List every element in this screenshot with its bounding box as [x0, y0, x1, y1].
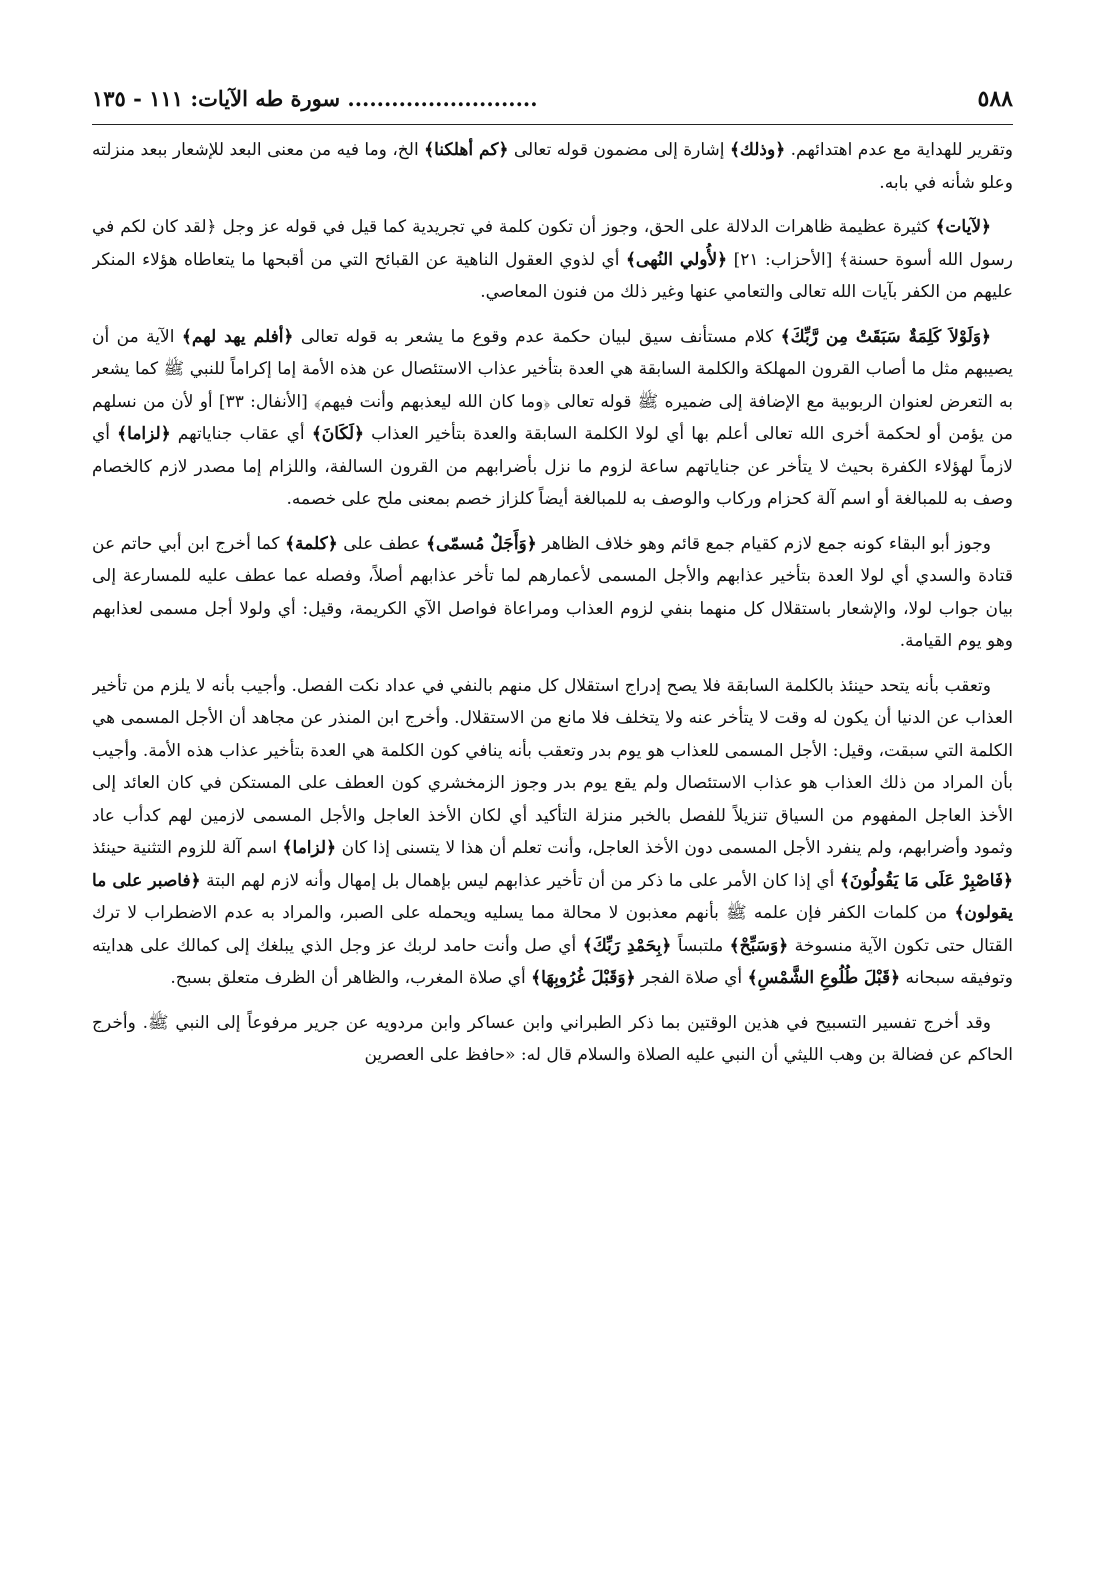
quran-quote: ﴿بِحَمْدِ رَبِّكَ﴾ [582, 935, 672, 956]
quran-quote: ﴿كم أهلكنا﴾ [424, 140, 509, 160]
paragraph [92, 211, 1013, 309]
paragraph [92, 134, 1013, 199]
commentary-text: اسم آلة للزوم التثنية حينئذ [92, 838, 283, 858]
quran-quote: ﴿وَقَبْلَ غُرُوبِهَا﴾ [531, 968, 636, 988]
quran-quote: ﴿لزاما﴾ [282, 838, 337, 858]
quran-quote: ﴿وذلك﴾ [729, 140, 786, 160]
page-number: ٥٨٨ [977, 86, 1013, 112]
quran-quote: ﴿كلمة﴾ [285, 533, 338, 554]
commentary-text: أي لذوي العقول الناهية عن القبائح التي من أقبحها ما يتعاطاه هؤلاء المنكر عليهم من الكفر بآيات الله تعالى والتعامي عنها وغير ذلك من فنون المعاصي. [92, 249, 1013, 302]
header-dots: .......................... [347, 86, 538, 111]
commentary-text: كلام مستأنف سيق لبيان حكمة عدم وقوع ما يشعر به قوله تعالى [293, 326, 781, 347]
commentary-text: أي لازماً لهؤلاء الكفرة بحيث لا يتأخر عن جناياتهم ساعة لزوم ما نزل بأضرابهم من القرون السالفة، واللزام إما مصدر لازم كالخصام وصف به للمبالغة أو اسم آلة كحزام وركاب والوصف به للمبالغة أيضاً كلزاز خصم بمعنى ملح على خصمه. [92, 424, 1013, 509]
commentary-text: أي صلاة المغرب، والظاهر أن الظرف متعلق بسبح. [170, 968, 532, 988]
commentary-text: الخ، وما فيه من معنى البعد للإشعار ببعد منزلته وعلو شأنه في بابه. [92, 140, 1013, 193]
quran-quote: ﴿قَبْلَ طُلُوعِ الشَّمْسِ﴾ [747, 968, 901, 988]
commentary-text: أي عقاب جناياتهم [170, 424, 312, 444]
quran-quote: ﴿لأُولي النُهى﴾ [625, 249, 728, 270]
quran-quote: ﴿أفلم يهد لهم﴾ [181, 326, 294, 347]
paragraph [92, 670, 1013, 995]
page-header [92, 84, 1013, 125]
commentary-text: وتقرير للهداية مع عدم اهتدائهم. [785, 140, 1013, 160]
surah-title: سورة طه الآيات: ١١١ - ١٣٥ [92, 86, 341, 111]
commentary-text: من كلمات الكفر فإن علمه ﷺ بأنهم معذبون لا محالة مما يسليه ويحمله على الصبر، والمراد به عدم الاضطراب لا ترك القتال حتى تكون الآية منسوخة [92, 903, 1013, 956]
quran-quote: ﴿وَسَبِّحْ﴾ [729, 935, 789, 956]
commentary-text: إشارة إلى مضمون قوله تعالى [508, 140, 730, 160]
commentary-text: ملتبساً [671, 935, 730, 956]
commentary-text: عطف على [337, 533, 427, 554]
quran-quote: ﴿لزاما﴾ [117, 424, 171, 444]
commentary-text: وقد أخرج تفسير التسبيح في هذين الوقتين بما ذكر الطبراني وابن عساكر وابن مردويه عن جرير مرفوعاً إلى النبي ﷺ. وأخرج الحاكم عن فضالة بن وهب الليثي أن النبي عليه الصلاة والسلام قال له: «حافظ على العصرين [92, 1012, 1013, 1065]
commentary-text: كثيرة عظيمة ظاهرات الدلالة على الحق، وجوز أن تكون كلمة في تجريدية كما قيل في قوله عز وجل ﴿لقد كان لكم في رسول الله أسوة حسنة﴾ [الأحزاب: ٢١] [92, 217, 1013, 270]
commentary-text: وتعقب بأنه يتحد حينئذ بالكلمة السابقة فلا يصح إدراج استقلال كل منهم بالنفي في عداد نكت الفصل. وأجيب بأنه لا يلزم من تأخير العذاب عن الدنيا أن يكون له وقت لا يتأخر عنه ولا يتخلف فلا مانع من الاستقلال. وأخرج ابن المنذر عن مجاهد أن الأجل المسمى هي الكلمة التي سبقت، وقيل: الأجل المسمى للعذاب هو يوم بدر وتعقب بأنه ينافي كون الكلمة هي العدة بتأخير عذاب هذه الأمة. وأجيب بأن المراد من ذلك العذاب هو عذاب الاستئصال ولم يقع يوم بدر وجوز الزمخشري كون العطف على المستكن في كان العائد إلى الأخذ العاجل المفهوم من السياق تنزيلاً للفصل بالخبر منزلة التأكيد أي لكان الأخذ العاجل والأجل المسمى لازمين لهم كدأب عاد وثمود وأضرابهم، ولم ينفرد الأجل المسمى دون الأخذ العاجل، وأنت تعلم أن هذا لا يتسنى إذا كان [92, 675, 1013, 858]
quran-quote: ﴿لَكَانَ﴾ [311, 424, 364, 444]
quran-quote: ﴿فاصبر على ما يقولون﴾ [92, 870, 1013, 923]
quran-quote: ﴿لآيات﴾ [935, 217, 991, 237]
commentary-text: وجوز أبو البقاء كونه جمع لازم كقيام جمع قائم وهو خلاف الظاهر [536, 533, 991, 554]
commentary-text: أي إذا كان الأمر على ما ذكر من أن تأخير عذابهم ليس بإهمال بل إمهال وأنه لازم لهم البتة [200, 870, 840, 891]
quran-quote: ﴿وَلَوْلاَ كَلِمَةٌ سَبَقَتْ مِن رَّبِّكَ﴾ [780, 326, 992, 347]
paragraph [92, 321, 1013, 516]
paragraph [92, 528, 1013, 658]
page-body [92, 134, 1013, 1551]
quran-quote: ﴿فَاصْبِرْ عَلَى مَا يَقُولُونَ﴾ [839, 870, 1013, 891]
commentary-text: كما أخرج ابن أبي حاتم عن قتادة والسدي أي لولا العدة بتأخير عذابهم والأجل المسمى لأعمارهم لما تأخر عذابهم أصلاً، وفصله عما عطف عليه للمسارعة إلى بيان جواب لولا، والإشعار باستقلال كل منهما بنفي لزوم العذاب ومراعاة فواصل الآي الكريمة، وقيل: أي ولولا أجل مسمى لعذابهم وهو يوم القيامة. [92, 533, 1013, 651]
commentary-text: أي صلاة الفجر [635, 968, 748, 988]
running-title [92, 86, 538, 111]
paragraph [92, 1007, 1013, 1072]
quran-quote: ﴿وَأَجَلٌ مُسمّى﴾ [426, 533, 537, 554]
commentary-text: أي صل وأنت حامد لربك عز وجل الذي يبلغك إلى كمالك على هدايته وتوفيقه سبحانه [92, 935, 1013, 988]
commentary-text: الآية من أن يصيبهم مثل ما أصاب القرون المهلكة والكلمة السابقة هي العدة بتأخير عذاب الاستئصال عن هذه الأمة إما إكراماً للنبي ﷺ كما يشعر به التعرض لعنوان الربوبية مع الإضافة إلى ضميره ﷺ قوله تعالى ﴿وما كان الله ليعذبهم وأنت فيهم﴾ [الأنفال: ٣٣] أو لأن من نسلهم من يؤمن أو لحكمة أخرى الله تعالى أعلم بها أي لولا الكلمة السابقة والعدة بتأخير العذاب [92, 326, 1013, 444]
